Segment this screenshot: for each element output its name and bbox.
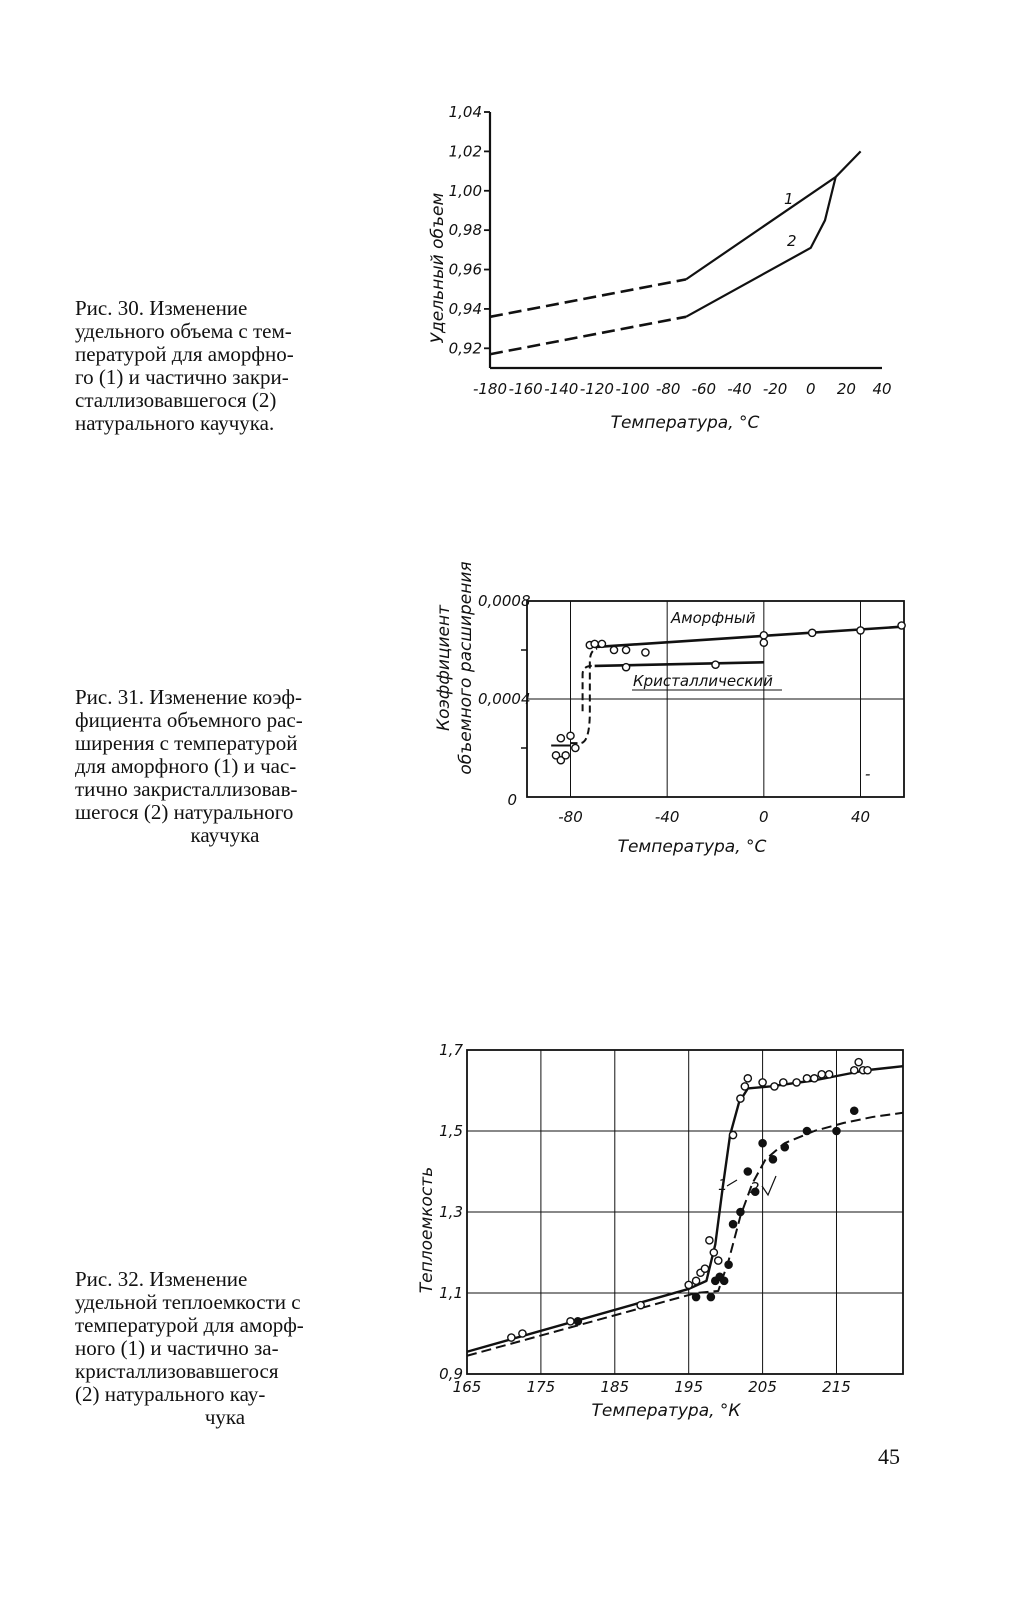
- chart1-x-tick-label: -20: [762, 380, 788, 398]
- chart3-label2-leader: [762, 1176, 776, 1195]
- caption-line: сталлизовавшегося (2): [75, 388, 277, 412]
- chart3-series2-point: [759, 1140, 766, 1147]
- chart3-series1-point: [519, 1330, 526, 1337]
- chart3-series1-point: [508, 1334, 515, 1341]
- caption-line: (2) натурального кау-: [75, 1382, 266, 1406]
- chart3-y-tick-label: 1,7: [439, 1041, 463, 1059]
- chart2-amorph-point: [567, 732, 574, 739]
- chart2-cryst-line: [595, 662, 764, 666]
- chart3-series2-label: 2: [750, 1179, 760, 1197]
- chart2-amorph-point: [557, 735, 564, 742]
- chart1-series2-solid: [686, 177, 836, 317]
- chart3-series1-point: [855, 1059, 862, 1066]
- chart3-series1-point: [744, 1075, 751, 1082]
- chart1-y-tick-label: 1,00: [448, 181, 482, 200]
- chart1-x-tick-label: -100: [615, 380, 650, 398]
- chart2-ticks: [478, 592, 870, 826]
- chart3-series2-point: [707, 1293, 714, 1300]
- chart1-x-tick-label: -60: [691, 380, 717, 398]
- chart3-series2-point: [737, 1208, 744, 1215]
- chart3-x-axis-label: Температура, °К: [591, 1401, 741, 1421]
- chart2-x-tick-label: -40: [654, 808, 680, 826]
- chart1-series1-label: 1: [784, 190, 794, 208]
- chart2-series: [551, 622, 905, 783]
- chart2-amorph-point: [857, 627, 864, 634]
- chart2-cryst-point: [712, 661, 719, 668]
- chart3-x-tick-label: 195: [674, 1378, 704, 1396]
- caption-line: каучука: [190, 823, 260, 847]
- chart3-x-tick-label: 185: [600, 1378, 630, 1396]
- chart2-amorph-point: [572, 744, 579, 751]
- chart1-y-tick-label: 1,02: [448, 142, 482, 161]
- chart3-series1-point: [826, 1071, 833, 1078]
- figure-31-chart: [434, 561, 905, 857]
- chart2-amorph-point: [591, 640, 598, 647]
- caption-line: Рис. 30. Изменение: [75, 296, 248, 320]
- chart3-grid: [467, 1050, 903, 1374]
- chart2-amorph-point: [610, 646, 617, 653]
- caption-line: ширения с температурой: [75, 731, 298, 755]
- chart1-x-tick-label: 40: [872, 380, 892, 398]
- chart3-series1-label: 1: [718, 1176, 728, 1194]
- page-number: 45: [878, 1444, 900, 1469]
- chart3-y-tick-label: 0,9: [439, 1365, 463, 1383]
- chart2-x-tick-label: 0: [759, 808, 769, 826]
- caption-line: кристаллизовавшегося: [75, 1359, 279, 1383]
- chart3-series1-point: [737, 1095, 744, 1102]
- chart1-x-tick-label: -120: [579, 380, 614, 398]
- chart3-label1-leader: [727, 1180, 737, 1186]
- chart3-y-tick-label: 1,1: [439, 1284, 463, 1302]
- chart2-amorph-point: [642, 649, 649, 656]
- chart3-series2-point: [833, 1127, 840, 1134]
- chart3-series1-point: [729, 1131, 736, 1138]
- chart3-series2-point: [851, 1107, 858, 1114]
- chart3-x-tick-label: 175: [526, 1378, 556, 1396]
- chart1-series2-dashed: [490, 317, 686, 354]
- chart3-series1-point: [818, 1071, 825, 1078]
- chart3-series2-point: [729, 1221, 736, 1228]
- chart3-series1-point: [741, 1083, 748, 1090]
- chart3-series1-point: [803, 1075, 810, 1082]
- chart1-x-tick-label: -140: [544, 380, 579, 398]
- chart3-series1-point: [701, 1265, 708, 1272]
- caption-line: температурой для аморф-: [75, 1313, 304, 1337]
- chart3-series1-point: [685, 1281, 692, 1288]
- chart3-series1-curve: [467, 1066, 903, 1352]
- chart3-series2-point: [744, 1168, 751, 1175]
- caption-line: Рис. 31. Изменение коэф-: [75, 685, 303, 709]
- figure-32-chart: [417, 1041, 903, 1421]
- chart1-series1-solid: [686, 151, 861, 279]
- chart2-stray-mark: -: [865, 765, 871, 783]
- chart3-series2-point: [725, 1261, 732, 1268]
- chart3-x-tick-label: 205: [748, 1378, 777, 1396]
- chart1-y-tick-label: 1,04: [448, 103, 482, 121]
- caption-line: удельной теплоемкости с: [75, 1290, 301, 1314]
- chart1-y-tick-label: 0,96: [448, 260, 482, 279]
- chart3-series1-point: [780, 1079, 787, 1086]
- caption-line: пературой для аморфно-: [75, 342, 294, 366]
- chart3-series1-point: [567, 1318, 574, 1325]
- chart2-y-tick-label: 0: [507, 791, 517, 809]
- chart3-x-tick-label: 215: [822, 1378, 851, 1396]
- chart3-series2-point: [692, 1293, 699, 1300]
- chart2-amorph-point: [598, 640, 605, 647]
- chart2-cryst-point: [760, 639, 767, 646]
- chart1-x-tick-label: -40: [727, 380, 752, 398]
- chart2-amorph-point: [898, 622, 905, 629]
- caption-line: для аморфного (1) и час-: [75, 754, 297, 778]
- chart2-amorph-point: [809, 629, 816, 636]
- chart2-cryst-point: [622, 664, 629, 671]
- chart1-x-tick-label: 0: [805, 380, 816, 398]
- chart2-y-tick-label: 0,0008: [478, 592, 531, 610]
- chart1-ticks: [449, 103, 892, 398]
- chart3-series2-point: [803, 1127, 810, 1134]
- chart3-series1-point: [864, 1067, 871, 1074]
- chart3-series2-point: [721, 1277, 728, 1284]
- chart2-y-axis-label-1: Коэффициент: [434, 604, 454, 732]
- caption-line: фициента объемного рас-: [75, 708, 303, 732]
- chart1-y-tick-label: 0,98: [448, 221, 482, 240]
- chart3-series2-point: [781, 1144, 788, 1151]
- chart3-series2-curve: [467, 1113, 903, 1356]
- chart2-y-axis-label-2: объемного расширения: [456, 561, 476, 775]
- chart2-amorph-transition: [571, 649, 598, 743]
- chart1-x-tick-label: 20: [836, 380, 856, 398]
- chart3-series1-point: [811, 1075, 818, 1082]
- caption-line: ного (1) и частично за-: [75, 1336, 279, 1360]
- chart2-x-axis-label: Температура, °С: [617, 837, 767, 857]
- chart3-series2-point: [574, 1318, 581, 1325]
- caption-line: тично закристаллизовав-: [75, 777, 298, 801]
- chart1-x-tick-label: -160: [508, 380, 543, 398]
- chart1-series: [490, 151, 861, 354]
- chart1-x-axis-label: Температура, °С: [610, 413, 760, 433]
- chart3-series2-point: [769, 1156, 776, 1163]
- chart1-y-tick-label: 0,94: [448, 299, 482, 318]
- chart2-amorph-line: [595, 627, 902, 647]
- chart1-series1-dashed: [490, 279, 686, 316]
- figure-30-chart: [428, 103, 892, 433]
- chart3-series1-point: [692, 1277, 699, 1284]
- chart3-series1-point: [793, 1079, 800, 1086]
- caption-line: го (1) и частично закри-: [75, 365, 289, 389]
- caption-line: удельного объема с тем-: [75, 319, 292, 343]
- chart3-series1-point: [710, 1249, 717, 1256]
- chart3-series1-point: [759, 1079, 766, 1086]
- chart2-y-tick-label: 0,0004: [478, 690, 531, 708]
- chart2-x-tick-label: 40: [850, 808, 871, 826]
- caption-line: чука: [204, 1405, 246, 1429]
- chart3-y-tick-label: 1,5: [439, 1122, 463, 1140]
- chart3-y-axis-label: Теплоемкость: [417, 1166, 437, 1294]
- caption-line: Рис. 32. Изменение: [75, 1267, 248, 1291]
- chart1-y-tick-label: 0,92: [448, 339, 482, 358]
- chart2-amorph-label: Аморфный: [671, 609, 756, 627]
- chart1-x-tick-label: -80: [655, 380, 681, 398]
- chart2-cryst-point: [562, 752, 569, 759]
- chart2-cryst-label: Кристаллический: [633, 672, 773, 690]
- chart2-x-tick-label: -80: [558, 808, 583, 826]
- caption-line: натурального каучука.: [75, 411, 275, 435]
- chart3-series1-point: [771, 1083, 778, 1090]
- chart3-series1-point: [706, 1237, 713, 1244]
- chart3-y-tick-label: 1,3: [439, 1203, 463, 1221]
- chart3-series1-point: [851, 1067, 858, 1074]
- chart2-amorph-point: [760, 632, 767, 639]
- chart1-series2-label: 2: [787, 232, 797, 250]
- chart1-x-tick-label: -180: [472, 380, 508, 398]
- chart3-series1-point: [715, 1257, 722, 1264]
- chart3-series1-point: [637, 1302, 644, 1309]
- chart3-series: [467, 1059, 903, 1356]
- chart2-amorph-point: [622, 646, 629, 653]
- chart1-y-axis-label: Удельный объем: [428, 192, 448, 344]
- caption-line: шегося (2) натурального: [75, 800, 294, 824]
- chart3-x-tick-label: 165: [452, 1378, 482, 1396]
